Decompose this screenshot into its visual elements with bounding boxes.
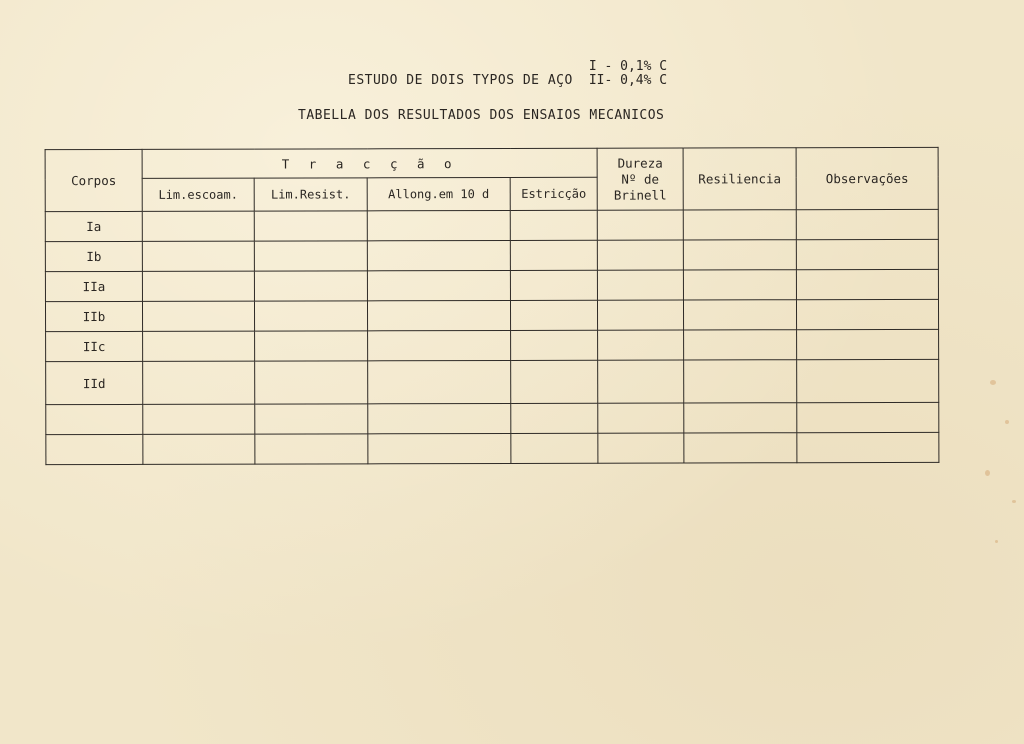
table-cell (683, 270, 796, 300)
table-cell (255, 404, 368, 434)
table-cell (796, 239, 938, 269)
table-cell (367, 210, 510, 240)
table-cell (684, 433, 797, 463)
row-label (46, 434, 143, 464)
table-cell (510, 300, 597, 330)
table-cell (255, 331, 368, 361)
table-row (45, 269, 938, 301)
table-cell (684, 360, 797, 403)
steel-type-2: II- 0,4% C (588, 73, 668, 88)
table-cell (797, 359, 939, 402)
table-cell (684, 300, 797, 330)
table-cell (598, 360, 684, 403)
table-cell (142, 271, 254, 301)
header-allong: Allong.em 10 d (367, 177, 510, 210)
table-cell (367, 300, 510, 330)
paper-stain (990, 380, 996, 385)
table-cell (511, 433, 598, 463)
table-cell (684, 403, 797, 433)
table-cell (368, 433, 511, 463)
document-subtitle: TABELLA DOS RESULTADOS DOS ENSAIOS MECANICOS (298, 108, 665, 123)
row-label: IId (46, 361, 143, 404)
table-row (46, 402, 939, 434)
document-title: ESTUDO DE DOIS TYPOS DE AÇO (348, 72, 573, 88)
table-cell (368, 330, 511, 360)
header-dureza-line2: Nº de (621, 171, 660, 187)
table-row (46, 359, 939, 404)
table-cell (597, 210, 683, 240)
table-cell (143, 331, 255, 361)
table-cell (797, 402, 939, 432)
header-dureza-line3: Brinell (613, 187, 667, 203)
paper-stain (1012, 500, 1016, 503)
row-label: Ib (45, 241, 142, 271)
paper-stain (985, 470, 990, 476)
header-dureza (597, 148, 683, 210)
table-row (45, 299, 938, 331)
table-cell (368, 403, 511, 433)
table-cell (797, 329, 939, 359)
header-corpos: Corpos (45, 149, 142, 211)
steel-type-1: I - 0,1% C (588, 59, 668, 74)
table-cell (797, 432, 939, 462)
table-cell (796, 209, 938, 239)
table-cell (598, 403, 684, 433)
table-cell (511, 330, 598, 360)
row-label: Ia (45, 211, 142, 241)
table-cell (511, 360, 598, 403)
table-cell (597, 270, 683, 300)
document-title-block (348, 60, 667, 88)
table-cell (368, 360, 511, 403)
table-row (46, 432, 939, 464)
table-cell (254, 271, 367, 301)
table-cell (254, 211, 367, 241)
table-cell (598, 330, 684, 360)
table-cell (797, 299, 939, 329)
header-resiliencia: Resiliencia (683, 148, 796, 210)
row-label: IIa (45, 271, 142, 301)
table-cell (254, 241, 367, 271)
table-cell (597, 240, 683, 270)
steel-types (589, 60, 667, 88)
table-cell (142, 241, 254, 271)
table-cell (254, 301, 367, 331)
header-observacoes: Observações (796, 147, 938, 209)
table-cell (598, 300, 684, 330)
table-cell (143, 434, 255, 464)
table-cell (255, 361, 368, 404)
table-cell (684, 330, 797, 360)
table-row (45, 209, 938, 241)
table-cell (142, 301, 254, 331)
table-cell (143, 404, 255, 434)
header-lim-escoam: Lim.escoam. (142, 178, 254, 211)
table-cell (143, 361, 255, 404)
header-tracao: T r a c ç ã o (142, 148, 597, 178)
results-table (45, 147, 940, 465)
table-cell (598, 433, 684, 463)
table-cell (510, 240, 597, 270)
row-label: IIb (45, 301, 142, 331)
table-cell (511, 403, 598, 433)
table-cell (683, 240, 796, 270)
table-cell (367, 240, 510, 270)
paper-stain (995, 540, 998, 543)
header-lim-resist: Lim.Resist. (254, 178, 367, 211)
paper-stain (1005, 420, 1009, 424)
table-cell (510, 210, 597, 240)
row-label: IIc (46, 331, 143, 361)
table-cell (683, 210, 796, 240)
table-row (46, 329, 939, 361)
table-cell (367, 270, 510, 300)
table-cell (796, 269, 938, 299)
table-row (45, 239, 938, 271)
table-cell (510, 270, 597, 300)
row-label (46, 404, 143, 434)
header-dureza-line1: Dureza (617, 155, 663, 171)
header-estriccao: Estricção (510, 177, 597, 210)
table-cell (142, 211, 254, 241)
table-cell (255, 434, 368, 464)
